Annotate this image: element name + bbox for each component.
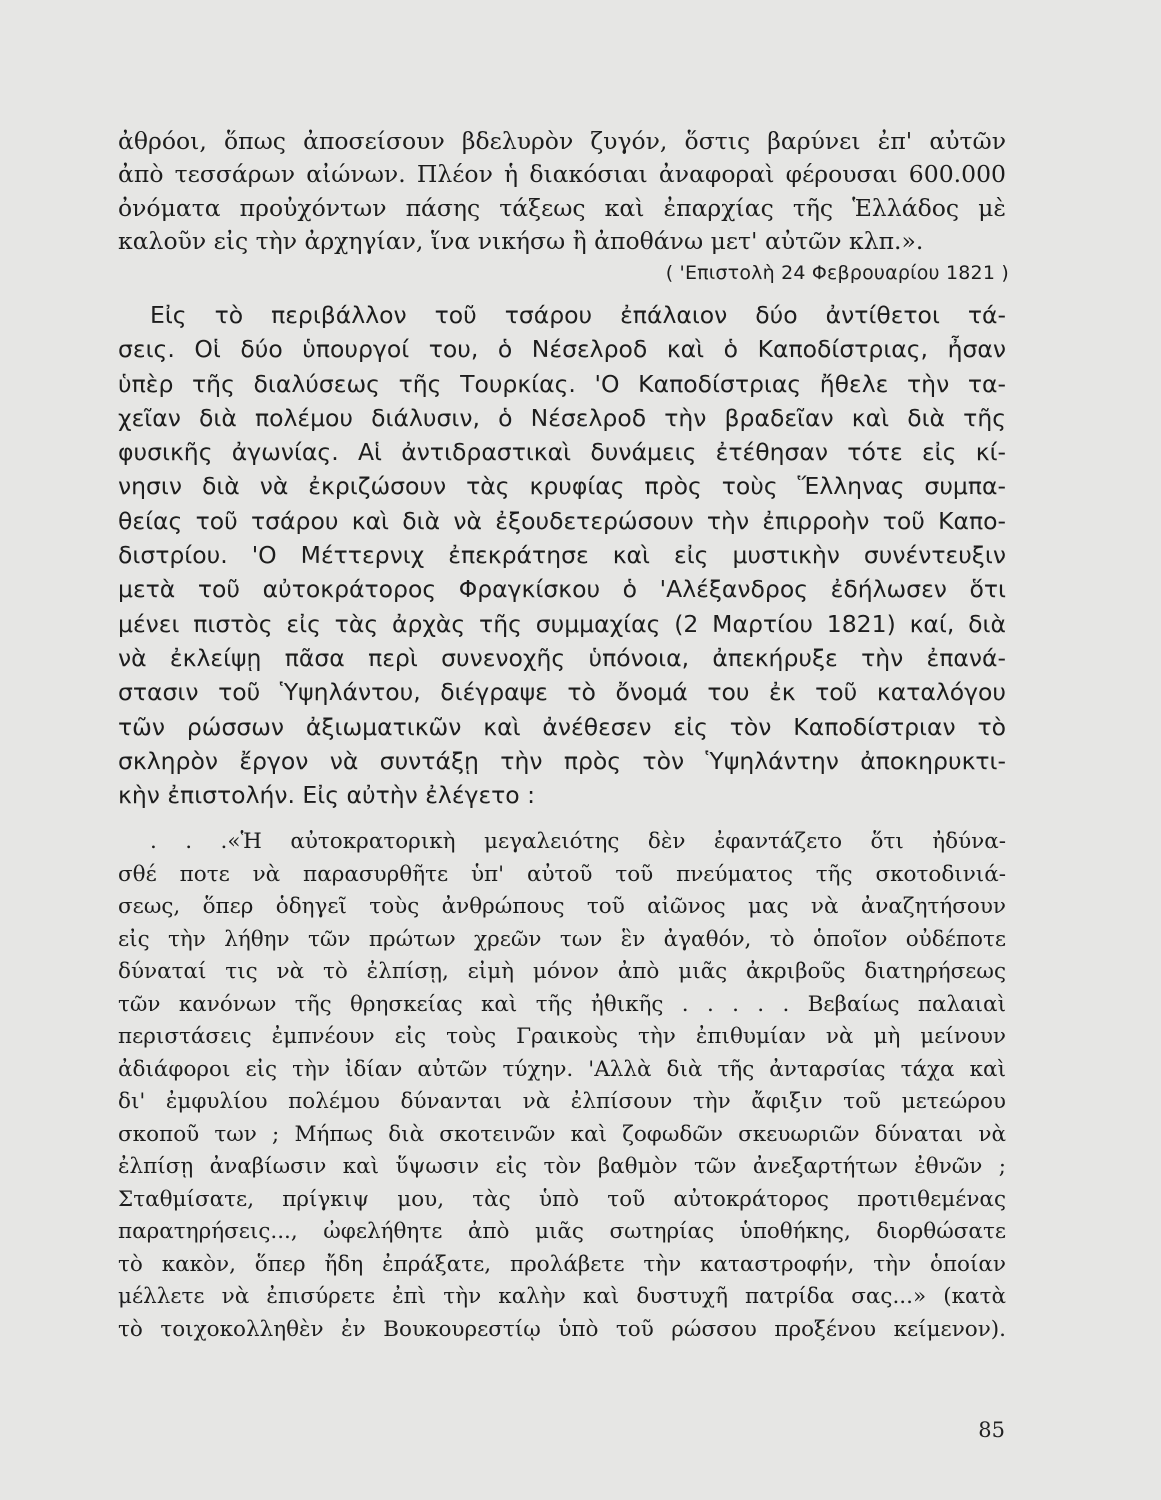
quote-main-line: Σταθμίσατε, πρίγκιψ μου, τὰς ὑπὸ τοῦ αὐτοκράτορος προτιθεμένας bbox=[118, 1186, 1006, 1212]
quote-main-line: τὸ κακὸν, ὅπερ ἤδη ἐπράξατε, προλάβετε τὴν καταστροφήν, τὴν ὁποίαν bbox=[118, 1251, 1006, 1277]
quote-top-line: ἀπὸ τεσσάρων αἰώνων. Πλέον ἡ διακόσιαι ἀναφοραὶ φέρουσαι 600.000 bbox=[118, 160, 1006, 189]
quote-main-line: ἀδιάφοροι εἰς τὴν ἰδίαν αὐτῶν τύχην. 'Αλλὰ διὰ τῆς ἀνταρσίας τάχα καὶ bbox=[118, 1056, 1006, 1082]
body-paragraph bbox=[118, 298, 1006, 812]
quote-main-line: ἐλπίσῃ ἀναβίωσιν καὶ ὕψωσιν εἰς τὸν βαθμὸν τῶν ἀνεξαρτήτων ἐθνῶν ; bbox=[118, 1154, 1006, 1179]
quote-main-line: παρατηρήσεις..., ὠφελήθητε ἀπὸ μιᾶς σωτηρίας ὑποθήκης, διορθώσατε bbox=[118, 1219, 1006, 1244]
quote-main-line: . . .«Ἡ αὐτοκρατορικὴ μεγαλειότης δὲν ἐφαντάζετο ὅτι ἠδύνα- bbox=[150, 829, 1006, 854]
body-line: διστρίου. 'Ο Μέττερνιχ ἐπεκράτησε καὶ εἰς μυστικὴν συνέντευξιν bbox=[118, 541, 1006, 570]
body-line: μετὰ τοῦ αὐτοκράτορος Φραγκίσκου ὁ 'Αλέξανδρος ἐδήλωσεν ὅτι bbox=[118, 575, 1006, 604]
letter-quote bbox=[118, 826, 1006, 1346]
letter-source: ( 'Επιστολὴ 24 Φεβρουαρίου 1821 ) bbox=[665, 262, 1009, 284]
body-line: μένει πιστὸς εἰς τὰς ἀρχὰς τῆς συμμαχίας (2 Μαρτίου 1821) καί, διὰ bbox=[118, 609, 1006, 638]
body-line: σεις. Οἱ δύο ὑπουργοί του, ὁ Νέσελροδ καὶ ὁ Καποδίστριας, ἦσαν bbox=[118, 335, 1006, 364]
opening-quote bbox=[118, 125, 1006, 258]
quote-main-line: μέλλετε νὰ ἐπισύρετε ἐπὶ τὴν καλὴν καὶ δυστυχῆ πατρίδα σας...» (κατὰ bbox=[118, 1284, 1006, 1309]
body-line: θείας τοῦ τσάρου καὶ διὰ νὰ ἐξουδετερώσουν τὴν ἐπιρροὴν τοῦ Καπο- bbox=[118, 506, 1006, 535]
page-number: 85 bbox=[978, 1418, 1005, 1442]
body-line: Εἰς τὸ περιβάλλον τοῦ τσάρου ἐπάλαιον δύο ἀντίθετοι τά- bbox=[150, 301, 1006, 329]
quote-main-line: σεως, ὅπερ ὁδηγεῖ τοὺς ἀνθρώπους τοῦ αἰῶνος μας νὰ ἀναζητήσουν bbox=[118, 894, 1006, 919]
body-line: κὴν ἐπιστολήν. Εἰς αὐτὴν ἐλέγετο : bbox=[118, 781, 536, 810]
quote-main-line: σκοποῦ των ; Μήπως διὰ σκοτεινῶν καὶ ζοφωδῶν σκευωριῶν δύναται νὰ bbox=[118, 1121, 1006, 1147]
quote-top-line: ἀθρόοι, ὅπως ἀποσείσουν βδελυρὸν ζυγόν, ὅστις βαρύνει ἐπ' αὐτῶν bbox=[118, 127, 1006, 155]
body-line: φυσικῆς ἀγωνίας. Αἱ ἀντιδραστικαὶ δυνάμεις ἐτέθησαν τότε εἰς κί- bbox=[118, 438, 1006, 467]
quote-main-line: περιστάσεις ἐμπνέουν εἰς τοὺς Γραικοὺς τὴν ἐπιθυμίαν νὰ μὴ μείνουν bbox=[118, 1024, 1006, 1049]
body-line: χεῖαν διὰ πολέμου διάλυσιν, ὁ Νέσελροδ τὴν βραδεῖαν καὶ διὰ τῆς bbox=[118, 403, 1006, 432]
quote-main-line: εἰς τὴν λήθην τῶν πρώτων χρεῶν των ἓν ἀγαθόν, τὸ ὁποῖον οὐδέποτε bbox=[118, 926, 1006, 952]
quote-top-line: καλοῦν εἰς τὴν ἀρχηγίαν, ἵνα νικήσω ἢ ἀποθάνω μετ' αὐτῶν κλπ.». bbox=[118, 226, 924, 255]
quote-main-line: τὸ τοιχοκολληθὲν ἐν Βουκουρεστίῳ ὑπὸ τοῦ ρώσσου προξένου κείμενον). bbox=[118, 1316, 1006, 1342]
quote-main-line: δι' ἐμφυλίου πολέμου δύνανται νὰ ἐλπίσουν τὴν ἄφιξιν τοῦ μετεώρου bbox=[118, 1089, 1006, 1114]
body-line: στασιν τοῦ Ὑψηλάντου, διέγραψε τὸ ὄνομά του ἐκ τοῦ καταλόγου bbox=[118, 678, 1006, 707]
body-line: σκληρὸν ἔργον νὰ συντάξῃ τὴν πρὸς τὸν Ὑψηλάντην ἀποκηρυκτι- bbox=[118, 746, 1006, 775]
quote-top-line: ὀνόματα προὐχόντων πάσης τάξεως καὶ ἐπαρχίας τῆς Ἑλλάδος μὲ bbox=[118, 193, 1006, 222]
quote-main-line: δύναταί τις νὰ τὸ ἐλπίσῃ, εἰμὴ μόνον ἀπὸ μιᾶς ἀκριβοῦς διατηρήσεως bbox=[118, 959, 1006, 984]
quote-main-line: τῶν κανόνων τῆς θρησκείας καὶ τῆς ἠθικῆς . . . . . Βεβαίως παλαιαὶ bbox=[118, 991, 1006, 1017]
body-line: νησιν διὰ νὰ ἐκριζώσουν τὰς κρυφίας πρὸς τοὺς Ἕλληνας συμπα- bbox=[118, 472, 1006, 501]
body-line: τῶν ρώσσων ἀξιωματικῶν καὶ ἀνέθεσεν εἰς τὸν Καποδίστριαν τὸ bbox=[118, 712, 1006, 741]
body-line: νὰ ἐκλείψῃ πᾶσα περὶ συνενοχῆς ὑπόνοια, ἀπεκήρυξε τὴν ἐπανά- bbox=[118, 643, 1006, 672]
body-line: ὑπὲρ τῆς διαλύσεως τῆς Τουρκίας. 'Ο Καποδίστριας ἤθελε τὴν τα- bbox=[118, 369, 1006, 398]
quote-main-line: σθέ ποτε νὰ παρασυρθῆτε ὑπ' αὐτοῦ τοῦ πνεύματος τῆς σκοτοδινιά- bbox=[118, 861, 1006, 887]
